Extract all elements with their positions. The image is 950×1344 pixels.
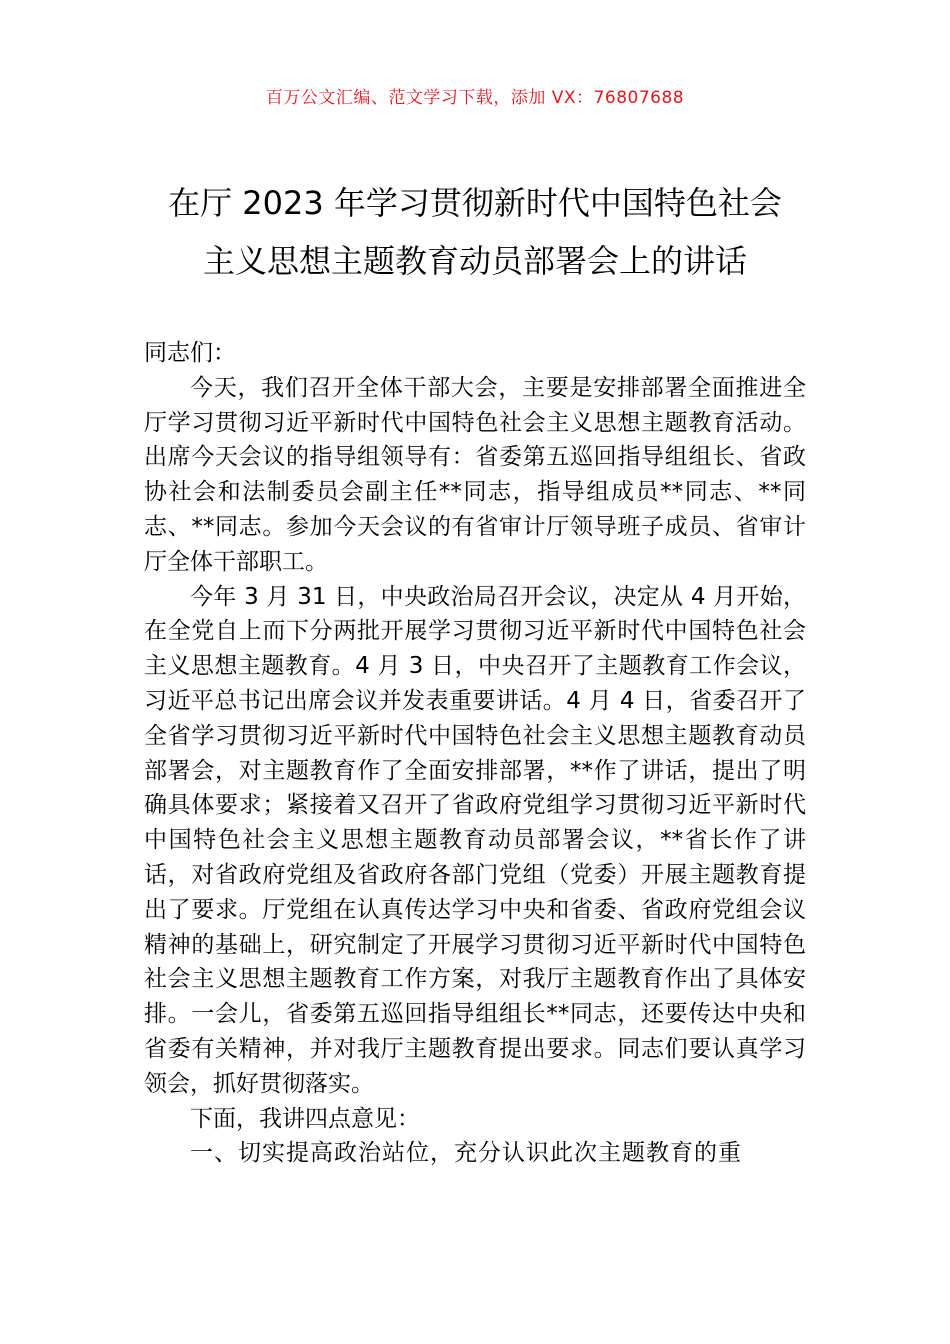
paragraph-transition: 下面，我讲四点意见：	[190, 1105, 420, 1132]
paragraph-background: 今年 3 月 31 日，中央政治局召开会议，决定从 4 月开始，在全党自上而下分两批开展学习贯彻习近平新时代中国特色社会主义思想主题教育。4 月 3 日，中央召开了主题教育工作会议，习近平总书记出席会议并发表重要讲话。4 月 4 日，省委召开了全省学习贯彻习近平新时代中国特色社会主义思想主题教育动员部署会，对主题教育作了全面安排部署，**作了讲话，提出了明确具体要求；紧接着又召开了省政府党组学习贯彻习近平新时代中国特色社会主义思想主题教育动员部署会议，**省长作了讲话，对省政府党组及省政府各部门党组（党委）开展主题教育提出了要求。厅党组在认真传达学习中央和省委、省政府党组会议精神的基础上，研究制定了开展学习贯彻习近平新时代中国特色社会主义思想主题教育工作方案，对我厅主题教育作出了具体安排。一会儿，省委第五巡回指导组组长**同志，还要传达中央和省委有关精神，并对我厅主题教育提出要求。同志们要认真学习领会，抓好贯彻落实。	[144, 583, 806, 1097]
section-heading-one: 一、切实提高政治站位，充分认识此次主题教育的重	[190, 1140, 742, 1167]
document-body	[144, 336, 806, 1171]
document-title	[140, 174, 810, 290]
paragraph-opening: 今天，我们召开全体干部大会，主要是安排部署全面推进全厅学习贯彻习近平新时代中国特色社会主义思想主题教育活动。出席今天会议的指导组领导有：省委第五巡回指导组组长、省政协社会和法制委员会副主任**同志，指导组成员**同志、**同志、**同志。参加今天会议的有省审计厅领导班子成员、省审计厅全体干部职工。	[144, 374, 806, 575]
title-line-2: 主义思想主题教育动员部署会上的讲话	[202, 242, 747, 280]
title-line-1: 在厅 2023 年学习贯彻新时代中国特色社会	[168, 184, 782, 222]
header-promo-note: 百万公文汇编、范文学习下载，添加 VX：76807688	[265, 88, 685, 108]
salutation: 同志们：	[144, 340, 236, 366]
